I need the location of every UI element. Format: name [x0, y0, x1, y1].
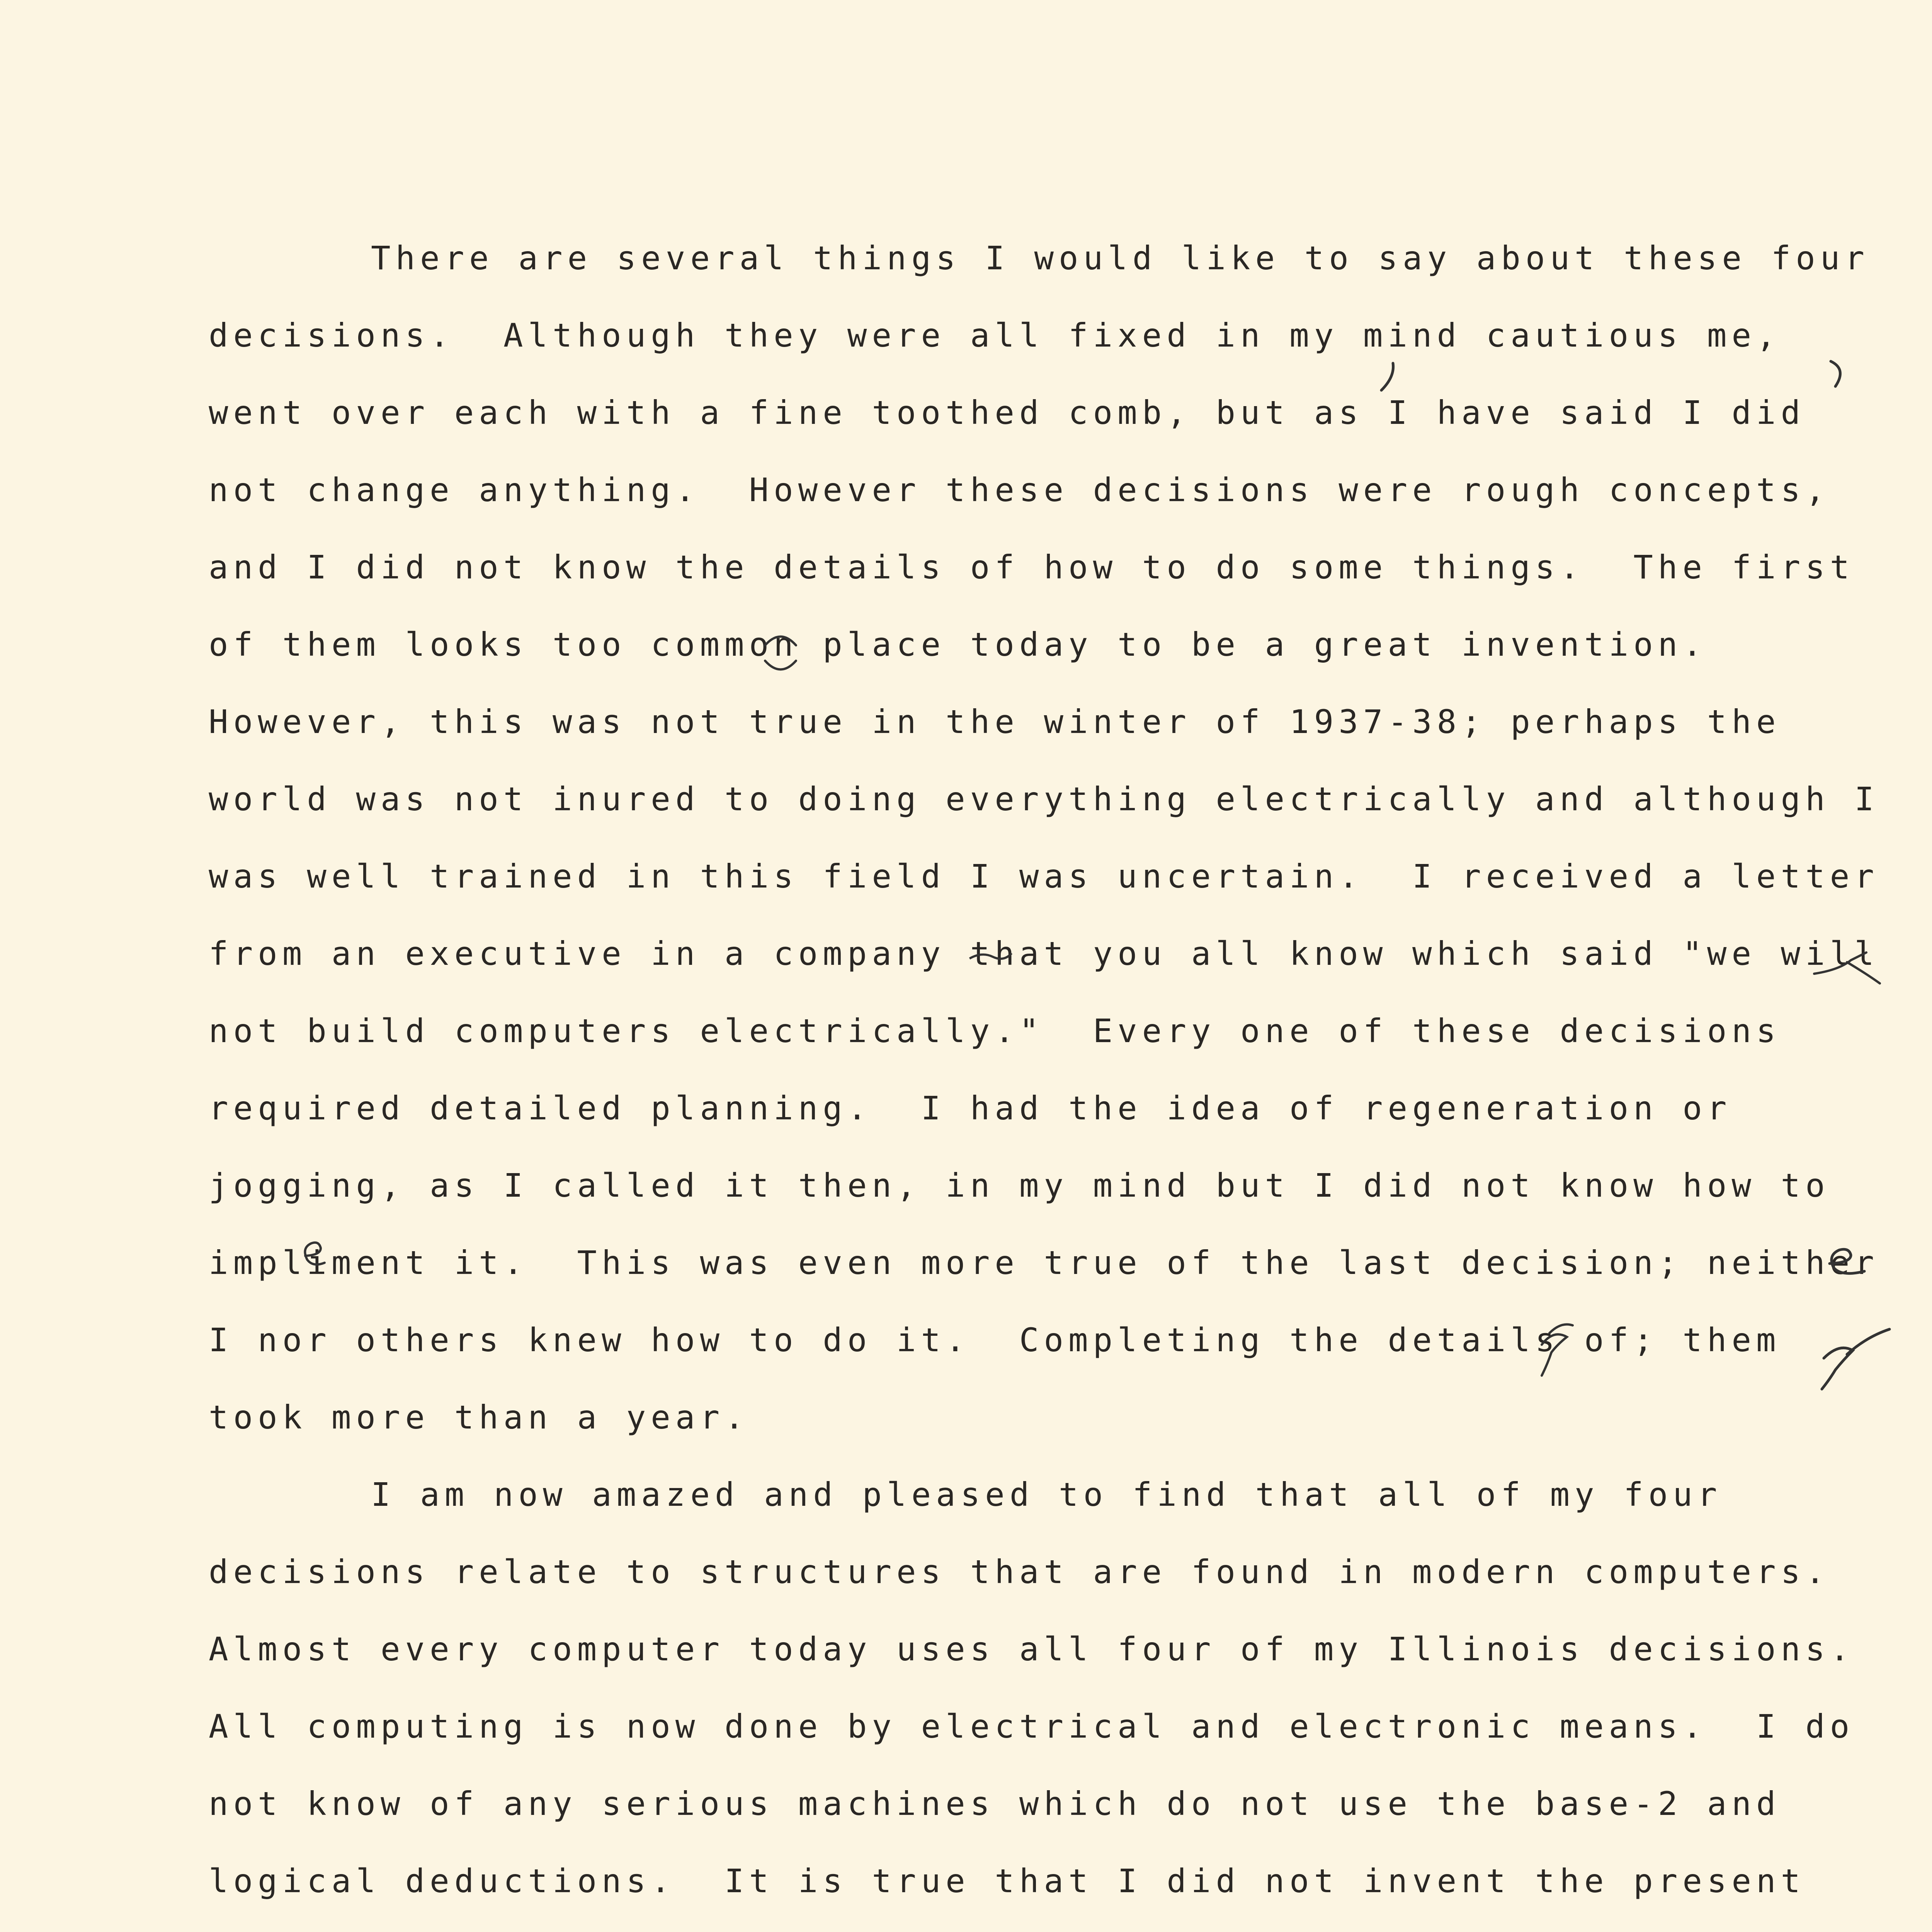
text-line: decisions relate to structures that are found in modern computers.	[209, 1553, 1830, 1591]
text-line: not change anything. However these decisions were rough concepts,	[209, 471, 1830, 509]
text-line	[209, 934, 1879, 973]
text-line: took more than a year.	[209, 1398, 749, 1436]
text-line: world was not inured to doing everything electrically and although I	[209, 780, 1879, 818]
text-line: However, this was not true in the winter of 1937-38; perhaps the	[209, 703, 1781, 741]
text-line: impliment it. This was even more true of the last decision; neither	[209, 1244, 1879, 1282]
text-line: required detailed planning. I had the idea of regeneration or	[209, 1089, 1732, 1127]
text-line: All computing is now done by electrical and electronic means. I do	[209, 1708, 1855, 1745]
text-line: was well trained in this field I was uncertain. I received a letter	[209, 857, 1879, 895]
text-line: not build computers electrically." Every one of these decisions	[209, 1012, 1781, 1050]
struck-word-text: that	[970, 935, 1069, 973]
inline-comma-insert-mark	[1376, 359, 1403, 394]
text-line: Almost every computer today uses all four of my Illinois decisions.	[209, 1630, 1855, 1668]
text-line: I am now amazed and pleased to find that all of my four	[371, 1476, 1722, 1514]
text-line: jogging, as I called it then, in my mind but I did not know how to	[209, 1167, 1830, 1204]
text-line: not know of any serious machines which do not use the base-2 and	[209, 1785, 1781, 1823]
text-line: decisions. Although they were all fixed in my mind cautious me,	[209, 316, 1781, 354]
text-line: went over each with a fine toothed comb, but as I have said I did	[209, 394, 1806, 432]
text-line: logical deductions. It is true that I did not invent the present	[209, 1862, 1806, 1900]
text-line: of them looks too common place today to be a great invention.	[209, 626, 1707, 663]
text-line: and I did not know the details of how to do some things. The first	[209, 548, 1855, 586]
text-line: I nor others knew how to do it. Completing the details of; them	[209, 1321, 1781, 1359]
text-segment: from an executive in a company	[209, 935, 970, 973]
text-segment: you all know which said "we will	[1068, 935, 1879, 973]
text-line: There are several things I would like to say about these four	[371, 239, 1869, 277]
struck-word	[970, 934, 1068, 973]
comma-insert-icon	[1824, 355, 1851, 390]
